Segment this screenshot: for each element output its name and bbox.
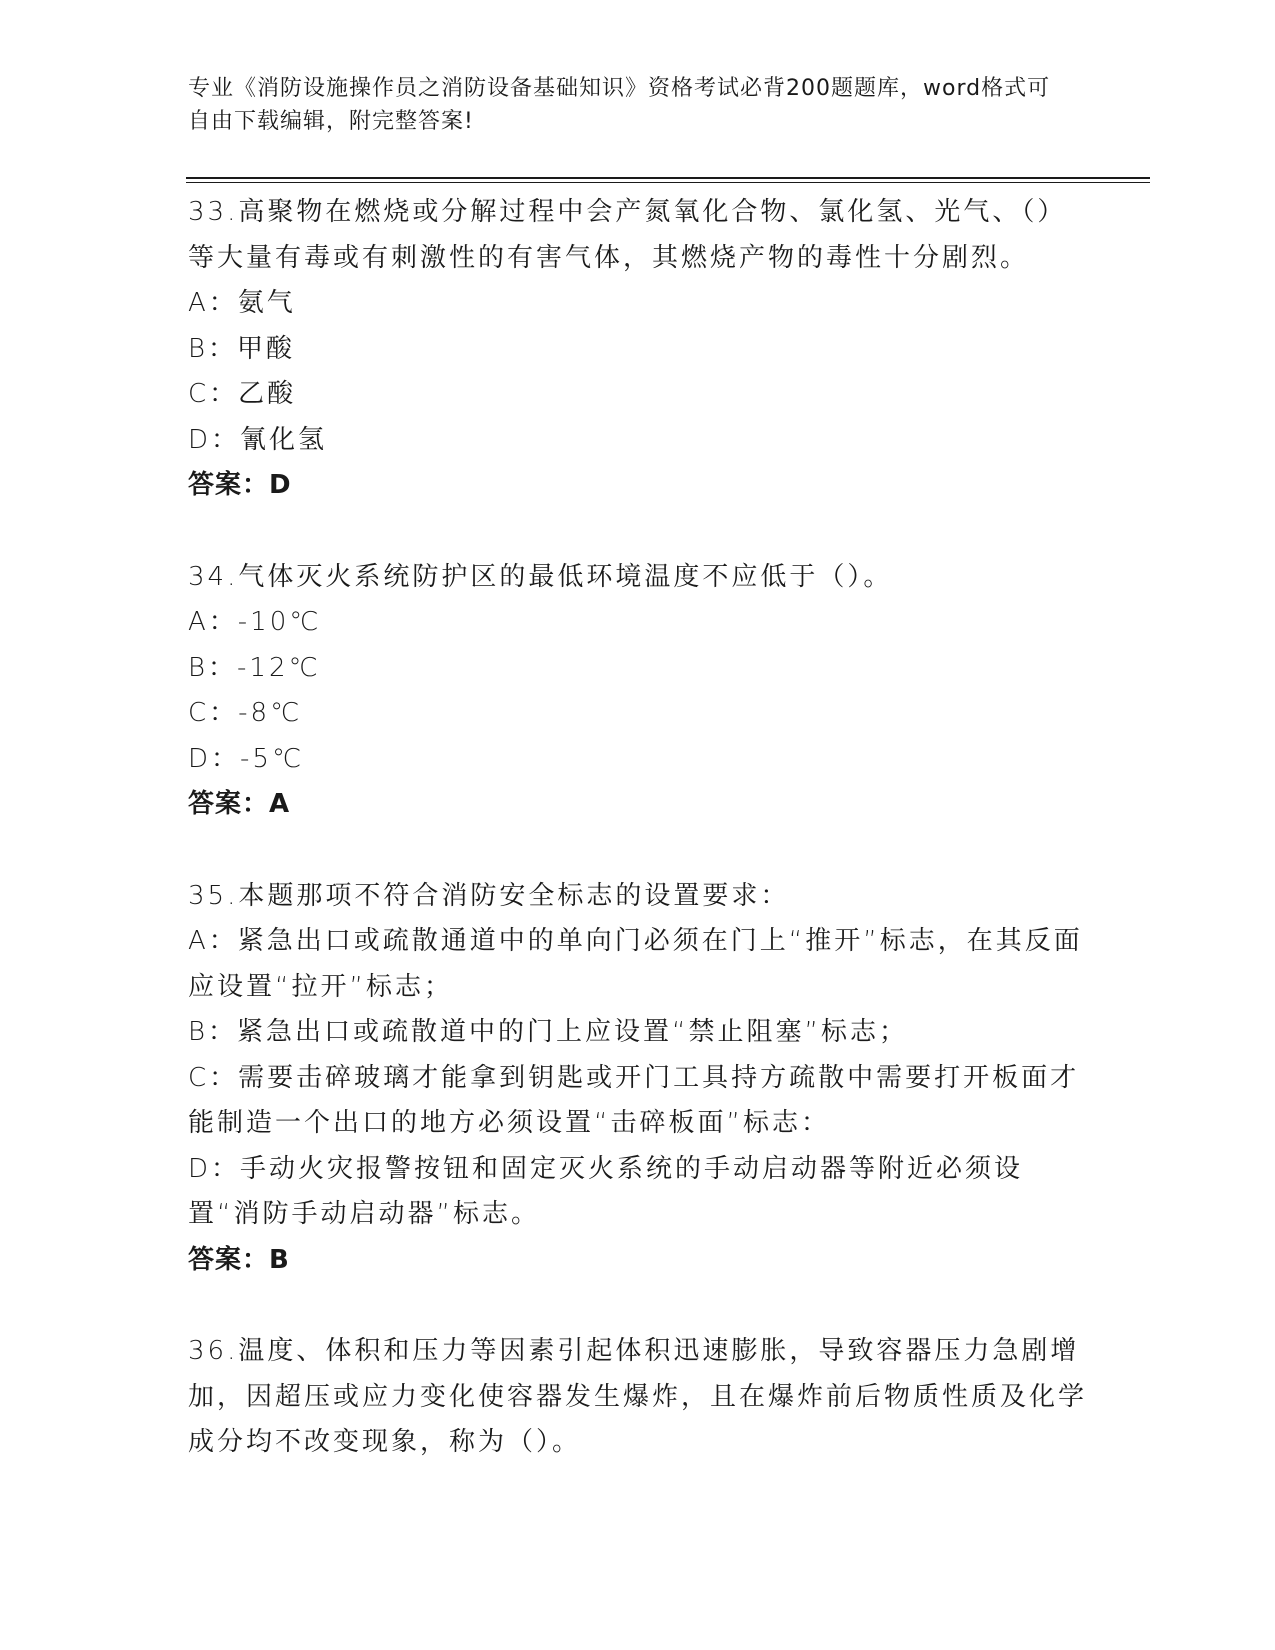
question-34 [188, 555, 1088, 828]
question-stem: 34.气体灭火系统防护区的最低环境温度不应低于（）。 [188, 561, 893, 592]
document-header: 专业《消防设施操作员之消防设备基础知识》资格考试必背200题题库，word格式可自由下载编辑，附完整答案! [188, 76, 1051, 134]
option-b: B：甲酸 [188, 333, 296, 364]
question-36 [188, 1329, 1088, 1466]
option-b: B：-12℃ [188, 652, 321, 683]
option-c: C：乙酸 [188, 379, 297, 409]
option-d: D：手动火灾报警按钮和固定灭火系统的手动启动器等附近必须设置“消防手动启动器”标志。 [188, 1153, 1024, 1229]
header-divider-thin [186, 182, 1150, 183]
answer-label: 答案：D [188, 470, 292, 500]
answer-label: 答案：A [188, 789, 291, 819]
option-a: A：氨气 [188, 288, 296, 318]
question-33 [188, 190, 1088, 509]
question-list [188, 190, 1088, 1466]
option-d: D：-5℃ [188, 743, 305, 774]
option-d: D：氰化氢 [188, 424, 328, 455]
option-a: A：-10℃ [188, 607, 322, 637]
option-a: A：紧急出口或疏散通道中的单向门必须在门上“推开”标志，在其反面应设置“拉开”标志； [188, 926, 1083, 1002]
option-b: B：紧急出口或疏散道中的门上应设置“禁止阻塞”标志； [188, 1017, 908, 1047]
question-stem: 33.高聚物在燃烧或分解过程中会产氮氧化合物、氯化氢、光气、（）等大量有毒或有刺激性的有害气体，其燃烧产物的毒性十分剧烈。 [188, 197, 1067, 273]
question-stem: 35.本题那项不符合消防安全标志的设置要求： [188, 880, 790, 911]
header-divider-thick [186, 177, 1150, 179]
option-c: C：需要击碎玻璃才能拿到钥匙或开门工具持方疏散中需要打开板面才能制造一个出口的地方必须设置“击碎板面”标志： [188, 1062, 1080, 1138]
question-stem: 36.温度、体积和压力等因素引起体积迅速膨胀，导致容器压力急剧增加，因超压或应力变化使容器发生爆炸，且在爆炸前后物质性质及化学成分均不改变现象，称为（）。 [188, 1336, 1088, 1457]
answer-label: 答案：B [188, 1244, 290, 1275]
option-c: C：-8℃ [188, 698, 303, 728]
question-35 [188, 874, 1088, 1284]
